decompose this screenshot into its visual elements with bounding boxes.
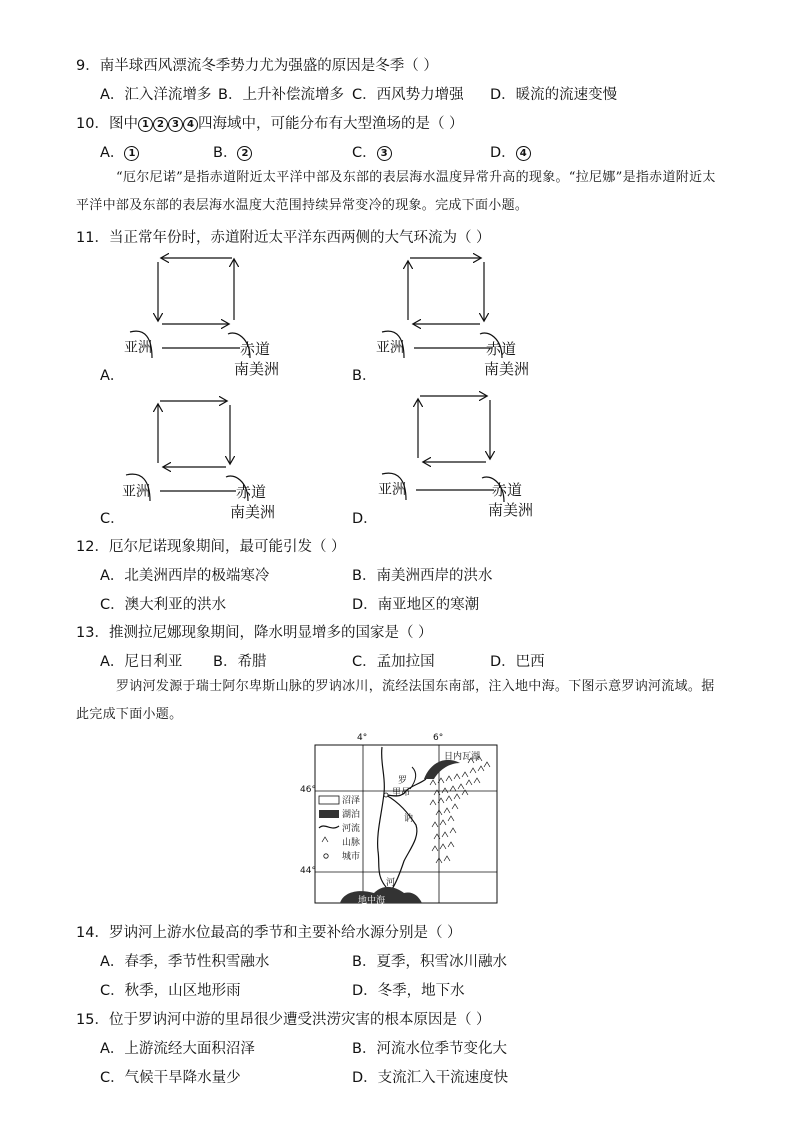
q15-option-b: B．河流水位季节变化大 [352, 1041, 507, 1057]
question-14-stem: 14．罗讷河上游水位最高的季节和主要补给水源分别是（ ） [76, 925, 462, 941]
lyon-label: 里昂 [392, 788, 411, 798]
label-samerica: 南美洲 [230, 503, 276, 521]
q11-option-b: B． [352, 368, 377, 384]
circled-2: 2 [153, 117, 168, 132]
q9-option-a: A．汇入洋流增多 [100, 87, 212, 103]
q9-option-b: B．上升补偿流增多 [218, 87, 344, 103]
river-label-he: 河 [386, 878, 396, 888]
label-equator: 赤道 [492, 481, 523, 499]
q13-option-d: D．巴西 [490, 654, 545, 670]
question-12-stem: 12．厄尔尼诺现象期间，最可能引发（ ） [76, 539, 346, 555]
legend-marsh: 沼泽 [342, 796, 361, 806]
label-asia: 亚洲 [378, 482, 406, 498]
label-equator: 赤道 [236, 483, 267, 501]
lon6-label: 6° [433, 733, 444, 743]
rhone-basin-map [300, 733, 500, 905]
question-15-stem: 15．位于罗讷河中游的里昂很少遭受洪涝灾害的根本原因是（ ） [76, 1012, 491, 1028]
label-equator: 赤道 [240, 340, 271, 358]
q10-option-b: B． 2 [213, 141, 252, 162]
q14-option-d: D．冬季，地下水 [352, 983, 465, 999]
sea-label: 地中海 [358, 896, 386, 906]
label-samerica: 南美洲 [488, 501, 534, 519]
legend-lake: 湖泊 [342, 810, 361, 820]
passage-rhone: 罗讷河发源于瑞士阿尔卑斯山脉的罗讷冰川，流经法国东南部，注入地中海。下图示意罗讷河流域。据此完成下面小题。 [76, 679, 715, 722]
circled-1: 1 [138, 117, 153, 132]
circled-4: 4 [516, 146, 531, 161]
q15-option-c: C．气候干旱降水量少 [100, 1070, 241, 1086]
q14-option-b: B．夏季，积雪冰川融水 [352, 954, 507, 970]
q15-option-d: D．支流汇入干流速度快 [352, 1070, 509, 1086]
q9-option-d: D．暖流的流速变慢 [490, 87, 618, 103]
question-13-stem: 13．推测拉尼娜现象期间，降水明显增多的国家是（ ） [76, 625, 433, 641]
legend-marsh-swatch [319, 796, 339, 804]
q14-option-c: C．秋季，山区地形雨 [100, 983, 241, 999]
lat44-label: 44° [300, 866, 316, 876]
circled-3: 3 [377, 146, 392, 161]
lat46-label: 46° [300, 785, 316, 795]
legend-river: 河流 [342, 824, 361, 834]
q10-option-a: A． 1 [100, 141, 139, 162]
river-label-ne: 讷 [404, 814, 414, 824]
q13-option-b: B．希腊 [213, 654, 267, 670]
q12-option-b: B．南美洲西岸的洪水 [352, 568, 493, 584]
q14-option-a: A．春季，季节性积雪融水 [100, 954, 270, 970]
q11-option-a: A． [100, 368, 125, 384]
lon4-label: 4° [357, 733, 368, 743]
circled-2: 2 [237, 146, 252, 161]
diagram-d [352, 390, 552, 525]
label-asia: 亚洲 [124, 340, 152, 356]
q13-option-a: A．尼日利亚 [100, 654, 183, 670]
legend-city: 城市 [342, 852, 361, 862]
question-10-stem [76, 112, 464, 133]
lake-geneva-label: 日内瓦湖 [444, 752, 481, 762]
diagram-b [352, 250, 552, 384]
diagram-a [100, 250, 300, 384]
q9-option-c: C．西风势力增强 [352, 87, 464, 103]
q11-option-c: C． [100, 511, 125, 527]
question-11-stem: 11．当正常年份时，赤道附近太平洋东西两侧的大气环流为（ ） [76, 230, 491, 246]
legend-mountain: 山脉 [342, 838, 361, 848]
q12-option-d: D．南亚地区的寒潮 [352, 597, 480, 613]
river-label-luo: 罗 [398, 776, 408, 786]
question-9-stem: 9．南半球西风漂流冬季势力尤为强盛的原因是冬季（ ） [76, 58, 438, 74]
circled-4: 4 [183, 117, 198, 132]
circled-3: 3 [168, 117, 183, 132]
q15-option-a: A．上游流经大面积沼泽 [100, 1041, 255, 1057]
legend-city-swatch [324, 854, 328, 858]
label-equator: 赤道 [486, 340, 517, 358]
lyon-city-marker [384, 793, 388, 797]
q12-option-a: A．北美洲西岸的极端寒冷 [100, 568, 270, 584]
circled-1: 1 [124, 146, 139, 161]
passage-enso: “厄尔尼诺”是指赤道附近太平洋中部及东部的表层海水温度异常升高的现象。“拉尼娜”是指赤道附近太平洋中部及东部的表层海水温度大范围持续异常变冷的现象。完成下面小题。 [76, 170, 716, 213]
q10-option-c: C． 3 [352, 141, 392, 162]
q10-option-d: D． 4 [490, 141, 531, 162]
q12-option-c: C．澳大利亚的洪水 [100, 597, 227, 613]
q10-stem-pre: 10．图中 [76, 116, 138, 132]
label-samerica: 南美洲 [234, 360, 280, 378]
q11-option-d: D． [352, 511, 378, 527]
label-asia: 亚洲 [122, 484, 150, 500]
q13-option-c: C．孟加拉国 [352, 654, 435, 670]
label-asia: 亚洲 [376, 340, 404, 356]
legend-lake-swatch [319, 810, 339, 818]
diagram-c [100, 395, 300, 525]
label-samerica: 南美洲 [484, 360, 530, 378]
q10-stem-post: 四海域中，可能分布有大型渔场的是（ ） [197, 116, 464, 132]
